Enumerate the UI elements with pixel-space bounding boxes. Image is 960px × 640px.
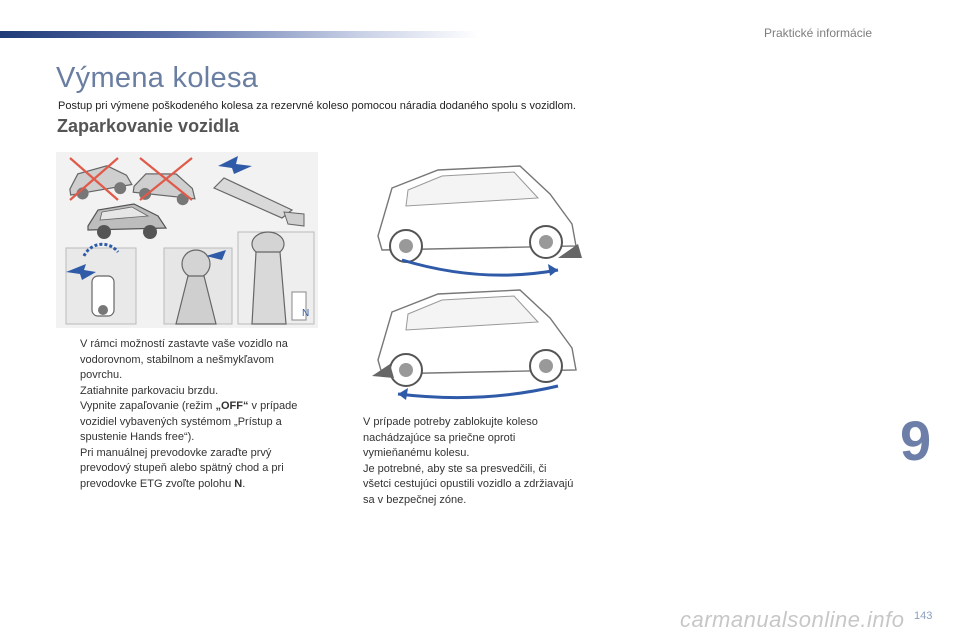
intro-text: Postup pri výmene poškodeného kolesa za rezervné koleso pomocou náradia dodaného spolu s vozidlom. — [58, 100, 576, 112]
watermark: carmanualsonline.info — [680, 607, 905, 632]
page-number: 143 — [914, 610, 933, 622]
rotate-arrow-front — [402, 260, 558, 275]
section-label: Praktické informácie — [764, 26, 873, 40]
page-title: Výmena kolesa — [56, 62, 259, 94]
etg-gear-lever — [238, 232, 314, 324]
wheel-chock-illustration — [364, 150, 590, 400]
car-chock-rear — [372, 290, 576, 400]
instruction-5: V prípade potreby zablokujte koleso nachádzajúce sa priečne oproti vymieňanému kolesu. — [363, 416, 538, 459]
gear-n: N — [234, 477, 243, 490]
left-instructions — [60, 337, 318, 492]
instruction-1: V rámci možností zastavte vaše vozidlo na vodorovnom, stabilnom a nešmykľavom povrchu. — [80, 338, 288, 381]
rotate-arrow-rear — [398, 386, 558, 398]
right-instructions — [343, 415, 575, 508]
instruction-2: Zatiahnite parkovaciu brzdu. — [80, 384, 219, 397]
chapter-number: 9 — [900, 409, 932, 472]
instruction-6: Je potrebné, aby ste sa presvedčili, či všetci cestujúci opustili vozidlo a zdržiavajú sa v bezpečnej zóne. — [363, 462, 574, 506]
instruction-3: Vypnite zapaľovanie (režim „OFF“ v prípade vozidiel vybavených systémom „Prístup a spustenie Hands free“). — [80, 400, 298, 443]
gear-position-label: N — [302, 308, 310, 319]
car-chock-front — [378, 166, 582, 276]
subheading: Zaparkovanie vozidla — [57, 116, 240, 136]
ignition-drawing — [66, 244, 136, 324]
parking-illustration — [56, 152, 318, 328]
instruction-4: Pri manuálnej prevodovke zaraďte prvý prevodový stupeň alebo spätný chod a pri prevodovke ETG zvoľte polohu N. — [80, 446, 284, 490]
off-mode: „OFF“ — [215, 400, 249, 412]
manual-gear-lever — [164, 248, 232, 324]
header-bar — [0, 31, 480, 38]
